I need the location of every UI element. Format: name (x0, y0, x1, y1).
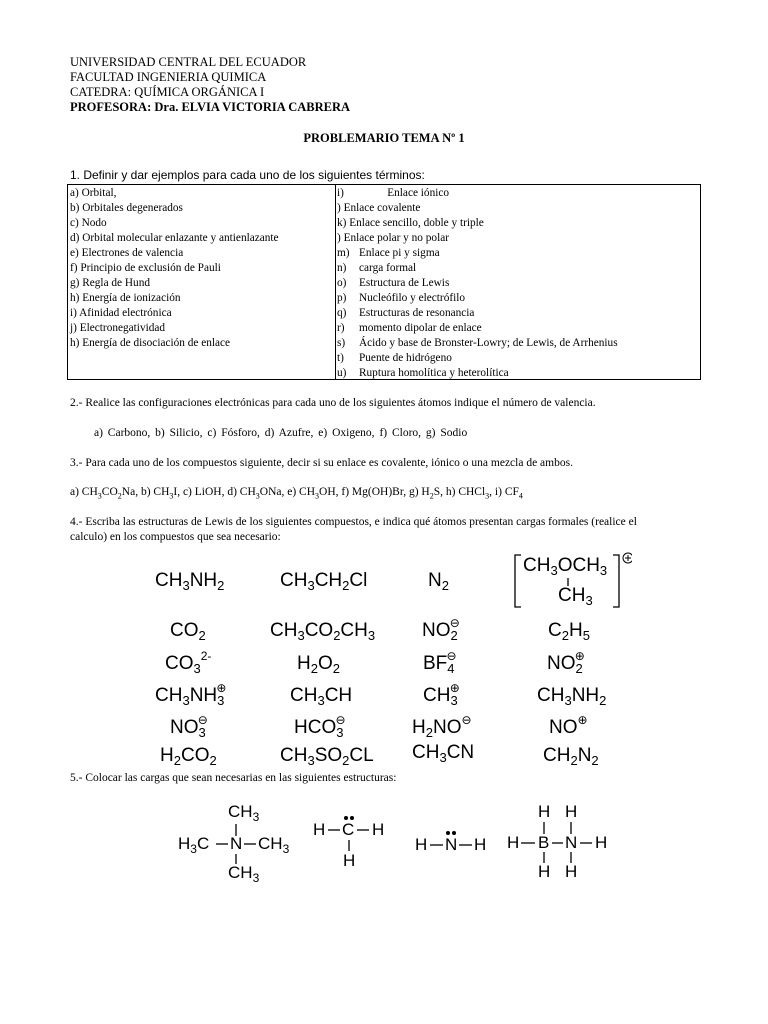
formula: $CH_3CH$ (290, 685, 353, 708)
term-item: f) Principio de exclusión de Pauli (70, 262, 221, 274)
lewis-structure-amide: H N H (415, 828, 490, 858)
term-item: g) Regla de Hund (70, 277, 150, 289)
formula: $CH_3^\oplus$ (423, 681, 460, 708)
term-item (337, 231, 618, 246)
lewis-structure-borane-ammonia: H H H B N H H H (507, 802, 608, 881)
term-text: Estructura de Lewis (359, 277, 450, 289)
formula: $CO_3^{2-}$ (165, 649, 212, 676)
term-item (337, 261, 618, 276)
term-text: Ácido y base de Bronster-Lowry; de Lewis, de Arrhenius (359, 337, 618, 349)
formula: $CH_3NH_3^\oplus$ (155, 681, 227, 708)
terms-right-column (337, 186, 618, 381)
term-letter: p) (337, 292, 347, 304)
q3-prompt: 3.- Para cada uno de los compuestos siguiente, decir si su enlace es covalente, iónico o una mezcla de ambos. (70, 457, 573, 469)
formula: $NO_2^⊖$ (422, 616, 460, 643)
term-item: e) Electrones de valencia (70, 247, 184, 259)
element-item: a) Carbono, (94, 427, 151, 439)
term-letter: r) (337, 322, 345, 334)
q4-prompt-line2: calculo) en los compuestos que sea necesario: (70, 531, 281, 543)
term-text: Ruptura homolítica y heterolítica (359, 367, 509, 379)
term-item: b) Orbitales degenerados (70, 202, 183, 214)
element-item: f) Cloro, (379, 427, 422, 439)
formula: $HCO_3^⊖$ (294, 713, 346, 740)
term-item: c) Nodo (70, 217, 107, 229)
element-item: b) Silicio, (155, 427, 203, 439)
formula: NO⊕ (549, 713, 588, 738)
formula: $C_2H_5$ (548, 620, 590, 643)
formula: $CH_3CH_2Cl$ (280, 570, 368, 593)
term-item (337, 306, 618, 321)
term-letter: q) (337, 307, 347, 319)
formula: $CH_2N_2$ (543, 745, 599, 768)
formula: $CH_3NH_2$ (155, 570, 225, 593)
term-letter: ) (337, 232, 341, 244)
term-text: Enlace covalente (343, 202, 421, 214)
term-item (337, 186, 618, 201)
term-item (337, 291, 618, 306)
term-item: j) Electronegatividad (70, 322, 166, 334)
page-title: PROBLEMARIO TEMA Nº 1 (303, 131, 465, 145)
element-item: g) Sodio (425, 427, 468, 439)
term-item: h) Energía de ionización (70, 292, 181, 304)
term-item (337, 336, 618, 351)
term-item: i) Afinidad electrónica (70, 307, 172, 319)
terms-table (67, 184, 701, 380)
formula: $N_2$ (428, 570, 449, 593)
term-text: Estructuras de resonancia (359, 307, 475, 319)
faculty-name: FACULTAD INGENIERIA QUIMICA (70, 70, 267, 84)
q4-prompt-line1: 4.- Escriba las estructuras de Lewis de los siguientes compuestos, e indica qué átomos presentan cargas formales (realice el (70, 516, 637, 528)
formula: $CH_3CO_2CH_3$ (270, 620, 376, 643)
term-item (337, 216, 618, 231)
lewis-structure-carbene: H C H H (313, 815, 388, 875)
term-letter: o) (337, 277, 347, 289)
term-text: Nucleófilo y electrófilo (359, 292, 466, 304)
formula: $NO_3^⊖$ (170, 713, 208, 740)
course-name: CATEDRA: QUÍMICA ORGÁNICA I (70, 85, 265, 99)
q1-prompt: 1. Definir y dar ejemplos para cada uno de los siguientes términos: (70, 168, 425, 182)
term-letter: u) (337, 367, 347, 379)
q3-compounds: a) $CH_3CO_2Na$, b) $CH_3I$, c) LiOH, d) $CH_3ONa$, e) $CH_3OH$, f) Mg(OH)Br, g) $H_2S$, h) CHCl$_3$, i) $CF_4$ (70, 486, 523, 501)
q5-prompt: 5.- Colocar las cargas que sean necesarias en las siguientes estructuras: (70, 772, 397, 784)
term-item (337, 321, 618, 336)
formula: $CH_3NH_2$ (537, 685, 607, 708)
formula: $CO_2$ (170, 620, 206, 643)
term-item (337, 366, 618, 381)
formula: $CH_3CN$ (412, 742, 475, 765)
formula: $H_2CO_2$ (160, 745, 217, 768)
element-item: c) Fósforo, (207, 427, 260, 439)
term-text: Enlace iónico (359, 187, 450, 199)
term-letter: i) (337, 187, 344, 199)
formula: $H_2O_2$ (297, 653, 340, 676)
term-letter: n) (337, 262, 347, 274)
term-text: Enlace pi y sigma (359, 247, 440, 259)
term-letter: ) (337, 202, 341, 214)
lewis-structure-trimethylamine: $CH_3$ $H_3C$ N $CH_3$ $CH_3$ (178, 802, 290, 885)
term-letter: k) (337, 217, 347, 229)
element-item: d) Azufre, (264, 427, 314, 439)
term-letter: t) (337, 352, 344, 364)
term-text: carga formal (359, 262, 417, 274)
term-item (337, 351, 618, 366)
term-text: momento dipolar de enlace (359, 322, 482, 334)
term-item (337, 201, 618, 216)
q2-elements (94, 427, 467, 439)
term-text: Puente de hidrógeno (359, 352, 452, 364)
term-item (337, 246, 618, 261)
element-item: e) Oxigeno, (318, 427, 375, 439)
term-item: h) Energía de disociación de enlace (70, 337, 231, 349)
formula: $CH_3SO_2CL$ (280, 745, 374, 768)
terms-left-column (70, 186, 279, 351)
formula: $H_2NO^⊖$ (412, 713, 472, 740)
formula: $NO_2^\oplus$ (547, 649, 585, 676)
term-item (337, 276, 618, 291)
teacher-name: PROFESORA: Dra. ELVIA VICTORIA CABRERA (70, 100, 351, 114)
university-name: UNIVERSIDAD CENTRAL DEL ECUADOR (70, 55, 307, 69)
term-letter: s) (337, 337, 346, 349)
formula: $BF_4^⊖$ (423, 649, 457, 676)
q2-prompt: 2.- Realice las configuraciones electrónicas para cada uno de los siguientes átomos indique el número de valencia. (70, 397, 596, 409)
term-text: Enlace sencillo, doble y triple (349, 217, 484, 229)
term-letter: m) (337, 247, 350, 259)
table-divider (335, 185, 336, 379)
term-item: d) Orbital molecular enlazante y antienlazante (70, 232, 279, 244)
term-text: Enlace polar y no polar (343, 232, 449, 244)
term-item: a) Orbital, (70, 187, 117, 199)
